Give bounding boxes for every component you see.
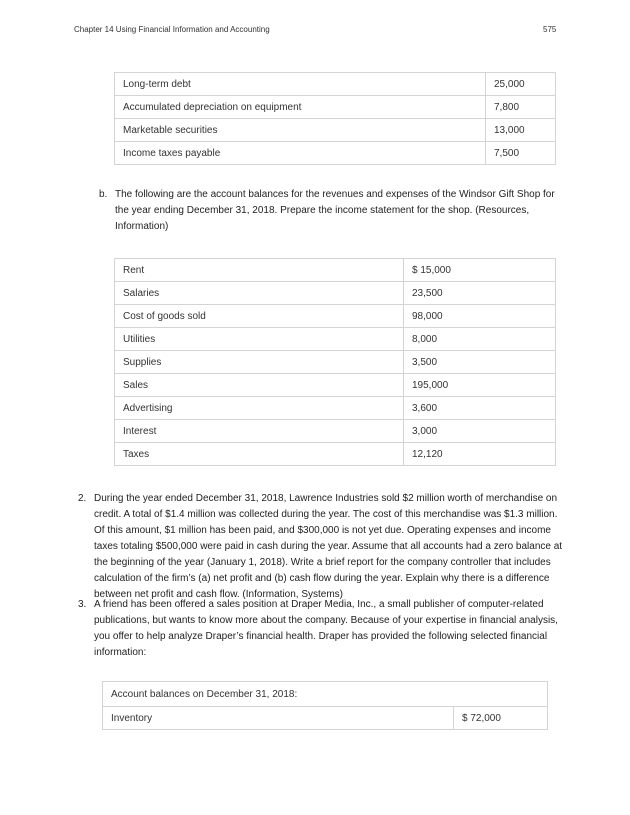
table-row	[115, 374, 556, 397]
item-text: A friend has been offered a sales position at Draper Media, Inc., a small publisher of computer-related publications, but wants to know more about the company. Because of your expertise in financial analysis, you offer to help analyze Draper’s financial health. Draper has provided the following selected financial information:	[94, 599, 558, 658]
account-value: 25,000	[486, 73, 556, 96]
page-number: 575	[543, 25, 557, 34]
account-value: $ 72,000	[454, 707, 548, 730]
exercise-item-3	[78, 597, 564, 661]
table-row	[115, 142, 556, 165]
running-header-chapter: Chapter 14 Using Financial Information and Accounting	[74, 25, 270, 34]
account-name: Salaries	[115, 282, 404, 305]
income-statement-table	[114, 258, 556, 466]
account-value: $ 15,000	[404, 259, 556, 282]
account-name: Rent	[115, 259, 404, 282]
account-value: 8,000	[404, 328, 556, 351]
table-row	[103, 707, 548, 730]
item-label: 3.	[78, 599, 87, 610]
table-row	[115, 328, 556, 351]
table-row	[115, 96, 556, 119]
exercise-item-b	[99, 187, 559, 235]
item-text: During the year ended December 31, 2018, Lawrence Industries sold $2 million worth of merchandise on credit. A total of $1.4 million was collected during the year. The cost of this merchandise was $1.3 million. Of this amount, $1 million has been paid, and $300,000 is not yet due. Operating expenses and income taxes totaling $500,000 were paid in cash during the year. Assume that all accounts had a zero balance at the beginning of the year (January 1, 2018). Write a brief report for the company controller that includes calculation of the firm’s (a) net profit and (b) cash flow during the year. Explain why there is a difference between net profit and cash flow. (Information, Systems)	[94, 493, 563, 600]
exercise-item-2	[78, 491, 564, 603]
item-text: The following are the account balances for the revenues and expenses of the Windsor Gift Shop for the year ending December 31, 2018. Prepare the income statement for the shop. (Resources, Information)	[115, 189, 555, 232]
table-row	[115, 73, 556, 96]
table-row	[115, 351, 556, 374]
account-value: 7,800	[486, 96, 556, 119]
account-name: Cost of goods sold	[115, 305, 404, 328]
account-value: 3,600	[404, 397, 556, 420]
account-name: Income taxes payable	[115, 142, 486, 165]
account-name: Supplies	[115, 351, 404, 374]
account-value: 12,120	[404, 443, 556, 466]
account-value: 13,000	[486, 119, 556, 142]
table-heading: Account balances on December 31, 2018:	[103, 682, 548, 707]
account-name: Accumulated depreciation on equipment	[115, 96, 486, 119]
account-name: Inventory	[103, 707, 454, 730]
table-row	[115, 397, 556, 420]
table-row	[115, 119, 556, 142]
item-label: 2.	[78, 493, 87, 504]
account-name: Marketable securities	[115, 119, 486, 142]
item-label: b.	[99, 189, 108, 200]
account-value: 3,000	[404, 420, 556, 443]
table-heading-row	[103, 682, 548, 707]
account-name: Advertising	[115, 397, 404, 420]
liabilities-table	[114, 72, 556, 165]
account-value: 7,500	[486, 142, 556, 165]
account-name: Sales	[115, 374, 404, 397]
account-name: Interest	[115, 420, 404, 443]
table-row	[115, 443, 556, 466]
account-value: 195,000	[404, 374, 556, 397]
account-value: 98,000	[404, 305, 556, 328]
account-balances-table	[102, 681, 548, 730]
account-name: Long-term debt	[115, 73, 486, 96]
table-row	[115, 420, 556, 443]
table-row	[115, 259, 556, 282]
account-value: 3,500	[404, 351, 556, 374]
account-value: 23,500	[404, 282, 556, 305]
account-name: Utilities	[115, 328, 404, 351]
table-row	[115, 282, 556, 305]
table-row	[115, 305, 556, 328]
account-name: Taxes	[115, 443, 404, 466]
